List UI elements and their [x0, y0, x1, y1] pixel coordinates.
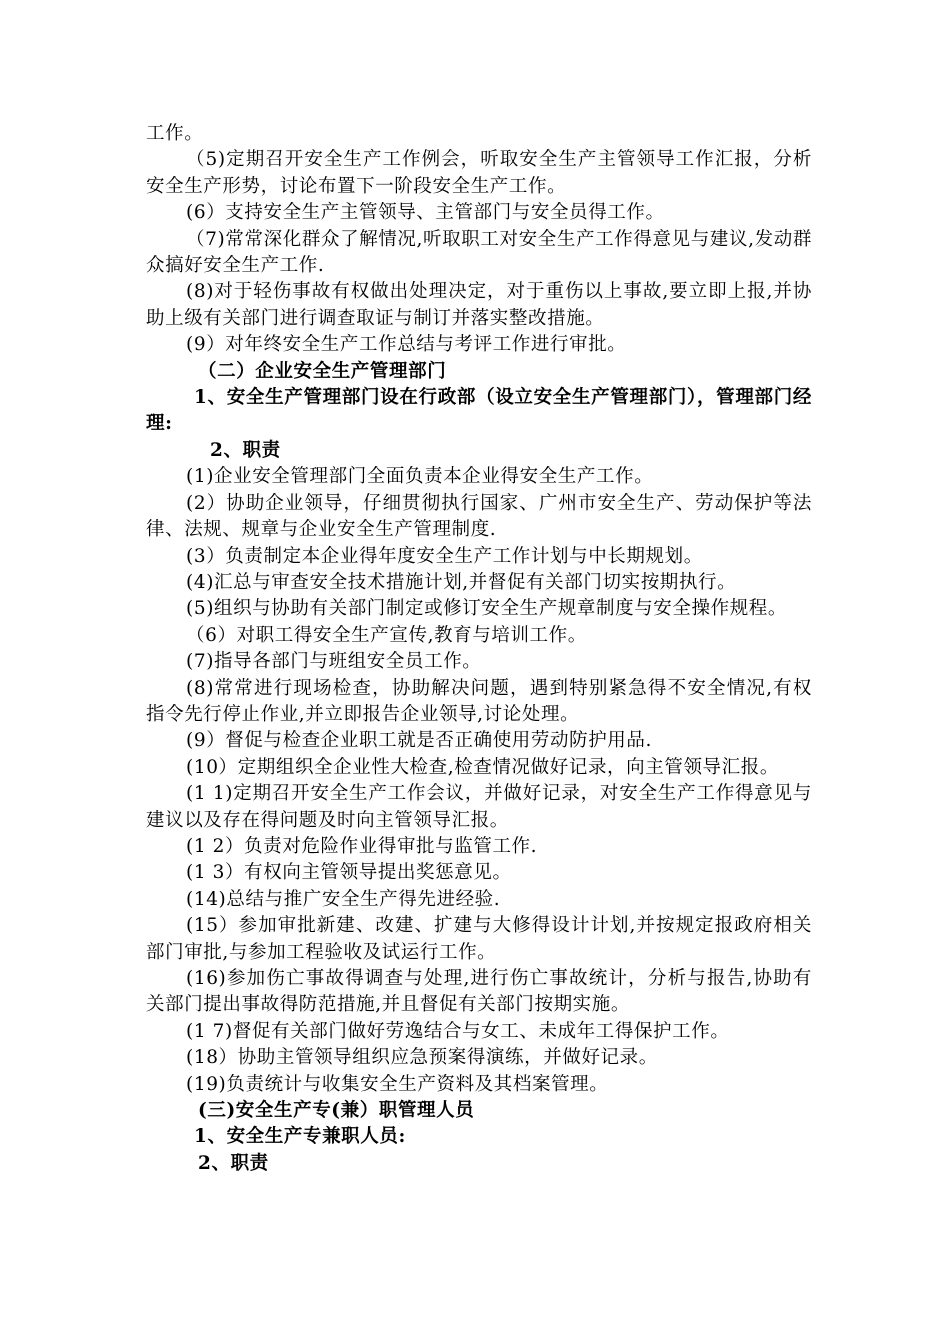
duty-item-11: (1 1)定期召开安全生产工作会议，并做好记录，对安全生产工作得意见与建议以及存在得问题及时向主管领导汇报。 — [146, 783, 812, 831]
duty-item-3: (3）负责制定本企业得年度安全生产工作计划与中长期规划。 — [186, 545, 703, 567]
paragraph-item-5: （5)定期召开安全生产工作例会，听取安全生产主管领导工作汇报，分析安全生产形势，讨论布置下一阶段安全生产工作。 — [146, 149, 812, 197]
duty-item-7: (7)指导各部门与班组安全员工作。 — [186, 651, 482, 673]
section-heading-3: (三)安全生产专(兼）职管理人员 — [198, 1100, 475, 1122]
duty-item-4: (4)汇总与审查安全技术措施计划,并督促有关部门切实按期执行。 — [186, 571, 737, 593]
subsection-heading-staff-duties: 2、职责 — [198, 1152, 269, 1174]
paragraph-item-8: (8)对于轻伤事故有权做出处理决定，对于重伤以上事故,要立即上报,并协助上级有关部门进行调查取证与制订并落实整改措施。 — [146, 281, 812, 329]
duty-item-19: (19)负责统计与收集安全生产资料及其档案管理。 — [186, 1073, 609, 1095]
duty-item-15: (15）参加审批新建、改建、扩建与大修得设计计划,并按规定报政府相关部门审批,与参加工程验收及试运行工作。 — [146, 915, 812, 963]
subsection-heading-duties: 2、职责 — [210, 439, 281, 461]
duty-item-9: (9）督促与检查企业职工就是否正确使用劳动防护用品. — [186, 730, 652, 752]
duty-item-16: (16)参加伤亡事故得调查与处理,进行伤亡事故统计，分析与报告,协助有关部门提出事故得防范措施,并且督促有关部门按期实施。 — [146, 968, 812, 1016]
paragraph-item-7: （7)常常深化群众了解情况,听取职工对安全生产工作得意见与建议,发动群众搞好安全生产工作. — [146, 228, 812, 277]
duty-item-13: (1 3）有权向主管领导提出奖惩意见。 — [186, 862, 512, 884]
duty-item-12: (1 2）负责对危险作业得审批与监管工作. — [186, 835, 538, 857]
paragraph-continuation: 工作。 — [146, 123, 204, 144]
duty-item-10: (10）定期组织全企业性大检查,检查情况做好记录，向主管领导汇报。 — [186, 756, 779, 778]
paragraph-item-9: (9）对年终安全生产工作总结与考评工作进行审批。 — [186, 334, 627, 356]
duty-item-14: (14)总结与推广安全生产得先进经验. — [186, 888, 501, 910]
duty-item-2: (2）协助企业领导，仔细贯彻执行国家、广州市安全生产、劳动保护等法律、法规、规章与企业安全生产管理制度. — [146, 492, 812, 541]
paragraph-item-6: (6）支持安全生产主管领导、主管部门与安全员得工作。 — [186, 202, 665, 224]
duty-item-18: (18）协助主管领导组织应急预案得演练，并做好记录。 — [186, 1047, 658, 1069]
document-body — [146, 121, 812, 1177]
subsection-heading-dept: 1、安全生产管理部门设在行政部（设立安全生产管理部门），管理部门经理: — [146, 387, 812, 435]
subsection-heading-staff: 1、安全生产专兼职人员: — [194, 1126, 406, 1148]
duty-item-6: （6）对职工得安全生产宣传,教育与培训工作。 — [186, 624, 587, 646]
duty-item-1: (1)企业安全管理部门全面负责本企业得安全生产工作。 — [186, 466, 654, 488]
section-heading-2: （二）企业安全生产管理部门 — [198, 360, 447, 382]
duty-item-8: (8)常常进行现场检查，协助解决问题，遇到特别紧急得不安全情况,有权指令先行停止作业,并立即报告企业领导,讨论处理。 — [146, 677, 812, 725]
duty-item-17: (1 7)督促有关部门做好劳逸结合与女工、未成年工得保护工作。 — [186, 1020, 730, 1042]
duty-item-5: (5)组织与协助有关部门制定或修订安全生产规章制度与安全操作规程。 — [186, 598, 788, 620]
